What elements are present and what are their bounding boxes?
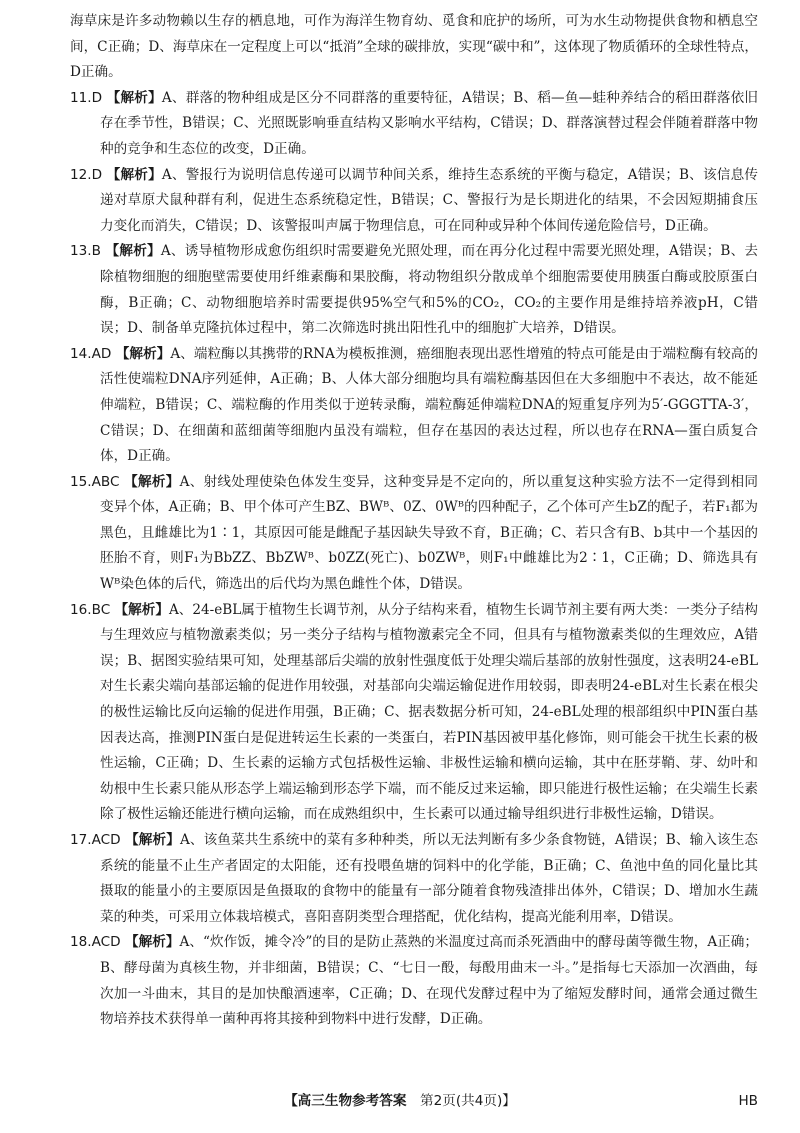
item-explanation: A、诱导植物形成愈伤组织时需要避免光照处理，而在再分化过程中需要光照处理，A错误；B、去除植物细胞的细胞壁需要使用纤维素酶和果胶酶，将动物组织分散成单个细胞需要使用胰蛋白酶或胶原蛋白酶，B正确；C、动物细胞培养时需要提供95%空气和5%的CO₂，CO₂的主要作用是维持培养液pH，C错误；D、制备单克隆抗体过程中，第二次筛选时挑出阳性孔中的细胞扩大培养，D错误。 — [100, 243, 759, 337]
analysis-tag: 【解析】 — [106, 89, 162, 106]
analysis-tag: 【解析】 — [105, 243, 161, 260]
answer-item-18 — [70, 930, 758, 1032]
item-answer: D — [91, 166, 103, 183]
analysis-tag: 【解析】 — [115, 345, 171, 362]
item-number: 13. — [70, 243, 92, 260]
answer-item-13 — [70, 239, 758, 341]
answer-item-12 — [70, 163, 758, 240]
item-answer: BC — [91, 601, 111, 618]
intro-paragraph: 海草床是许多动物赖以生存的栖息地，可作为海洋生物育幼、觅食和庇护的场所，可为水生动物提供食物和栖息空间，C正确；D、海草床在一定程度上可以“抵消”全球的碳排放，实现“碳中和”，这体现了物质循环的全球性特点，D正确。 — [70, 13, 759, 81]
item-answer: B — [91, 243, 101, 260]
analysis-tag: 【解析】 — [125, 832, 180, 848]
item-explanation: A、端粒酶以其携带的RNA为模板推测，癌细胞表现出恶性增殖的特点可能是由于端粒酶有较高的活性使端粒DNA序列延伸，A正确；B、人体大部分细胞均具有端粒酶基因但在大多细胞中不表达，故不能延伸端粒，B错误；C、端粒酶的作用类似于逆转录酶，端粒酶延伸端粒DNA的短重复序列为5′-GGGTTA-3′，C错误；D、在细菌和蓝细菌等细胞内虽没有端粒，但存在基因的表达过程，所以也存在RNA—蛋白质复合体，D正确。 — [100, 345, 759, 465]
item-explanation: A、警报行为说明信息传递可以调节种间关系，维持生态系统的平衡与稳定，A错误；B、该信息传递对草原犬鼠种群有利，促进生态系统稳定性，B错误；C、警报行为是长期进化的结果，不会因短期捕食压力变化而消失，C错误；D、该警报叫声属于物理信息，可在同种或异种个体间传递危险信号，D正确。 — [100, 166, 759, 234]
footer-title-block — [0, 1089, 800, 1115]
item-number: 17. — [70, 832, 92, 848]
analysis-tag: 【解析】 — [114, 601, 169, 618]
item-number: 14. — [70, 345, 92, 362]
answer-item-14 — [70, 342, 758, 470]
answer-item-17 — [70, 828, 758, 930]
analysis-tag: 【解析】 — [124, 473, 180, 490]
item-explanation: A、射线处理使染色体发生变异，这种变异是不定向的，所以重复这种实验方法不一定得到相同变异个体，A正确；B、甲个体可产生BZ、BWᴮ、0Z、0Wᴮ的四种配子，乙个体可产生bZ的配子，若F₁都为黑色，且雌雄比为1∶1，其原因可能是雌配子基因缺失导致不育，B正确；C、若只含有B、b其中一个基因的胚胎不育，则F₁为BbZZ、BbZWᴮ、b0ZZ(死亡)、b0ZWᴮ，则F₁中雌雄比为2∶1，C正确；D、筛选具有Wᴮ染色体的后代，筛选出的后代均为黑色雌性个体，D错误。 — [100, 473, 759, 593]
answer-item-11 — [70, 86, 758, 163]
item-number: 15. — [70, 473, 92, 490]
item-answer: D — [91, 89, 103, 106]
item-explanation: A、24-eBL属于植物生长调节剂，从分子结构来看，植物生长调节剂主要有两大类：一类分子结构与生理效应与植物激素类似；另一类分子结构与植物激素完全不同，但具有与植物激素类似的生理效应，A错误；B、据图实验结果可知，处理基部后尖端的放射性强度低于处理尖端后基部的放射性强度，这表明24-eBL对生长素尖端向基部运输的促进作用较强，对基部向尖端运输促进作用较弱，即表明24-eBL对生长素在根尖的极性运输比反向运输的促进作用强，B正确；C、据表数据分析可知，24-eBL处理的根部组织中PIN蛋白基因表达高，推测PIN蛋白是促进转运生长素的一类蛋白，若PIN基因被甲基化修饰，则可能会干扰生长素的极性运输，C正确；D、生长素的运输方式包括极性运输、非极性运输和横向运输，其中在胚芽鞘、芽、幼叶和幼根中生长素只能从形态学上端运输到形态学下端，而不能反过来运输，即只能进行极性运输；在尖端生长素除了极性运输还能进行横向运输，而在成熟组织中，生长素可以通过输导组织进行非极性运输，D错误。 — [100, 601, 758, 823]
footer-page-number: 第2页(共4页)】 — [420, 1093, 516, 1109]
item-answer: ACD — [91, 832, 121, 848]
answer-page-body — [70, 9, 758, 1033]
footer-title: 【高三生物参考答案 — [284, 1093, 407, 1109]
page-footer — [0, 1089, 800, 1115]
item-answer: AD — [91, 345, 112, 362]
item-number: 12. — [70, 166, 92, 183]
item-explanation: A、“炊作饭，摊令冷”的目的是防止蒸熟的米温度过高而杀死酒曲中的酵母菌等微生物，A正确；B、酵母菌为真核生物，并非细菌，B错误；C、“七日一酘，每酘用曲末一斗。”是指每七天添加一次酒曲，每次加一斗曲末，其目的是加快酿酒速率，C正确；D、在现代发酵过程中为了缩短发酵时间，通常会通过微生物培养技术获得单一菌种再将其接种到物料中进行发酵，D正确。 — [100, 934, 759, 1028]
item-explanation: A、群落的物种组成是区分不同群落的重要特征，A错误；B、稻—鱼—蛙种养结合的稻田群落依旧存在季节性，B错误；C、光照既影响垂直结构又影响水平结构，C错误；D、群落演替过程会伴随着群落中物种的竞争和生态位的改变，D正确。 — [100, 89, 759, 157]
item-number: 16. — [70, 601, 92, 618]
item-explanation: A、该鱼菜共生系统中的菜有多种种类，所以无法判断有多少条食物链，A错误；B、输入该生态系统的能量不止生产者固定的太阳能，还有投喂鱼塘的饲料中的化学能，B正确；C、鱼池中鱼的同化量比其摄取的能量小的主要原因是鱼摄取的食物中的能量有一部分随着食物残渣排出体外，C错误；D、增加水生蔬菜的种类，可采用立体栽培模式，喜阳喜阴类型合理搭配，优化结构，提高光能利用率，D错误。 — [100, 832, 759, 925]
item-answer: ABC — [91, 473, 120, 490]
answer-item-15 — [70, 470, 758, 598]
analysis-tag: 【解析】 — [125, 934, 180, 951]
item-number: 18. — [70, 934, 92, 951]
footer-code: HB — [738, 1093, 758, 1109]
analysis-tag: 【解析】 — [106, 166, 162, 183]
answer-item-16 — [70, 598, 758, 828]
item-answer: ACD — [91, 934, 121, 951]
item-number: 11. — [70, 89, 92, 106]
